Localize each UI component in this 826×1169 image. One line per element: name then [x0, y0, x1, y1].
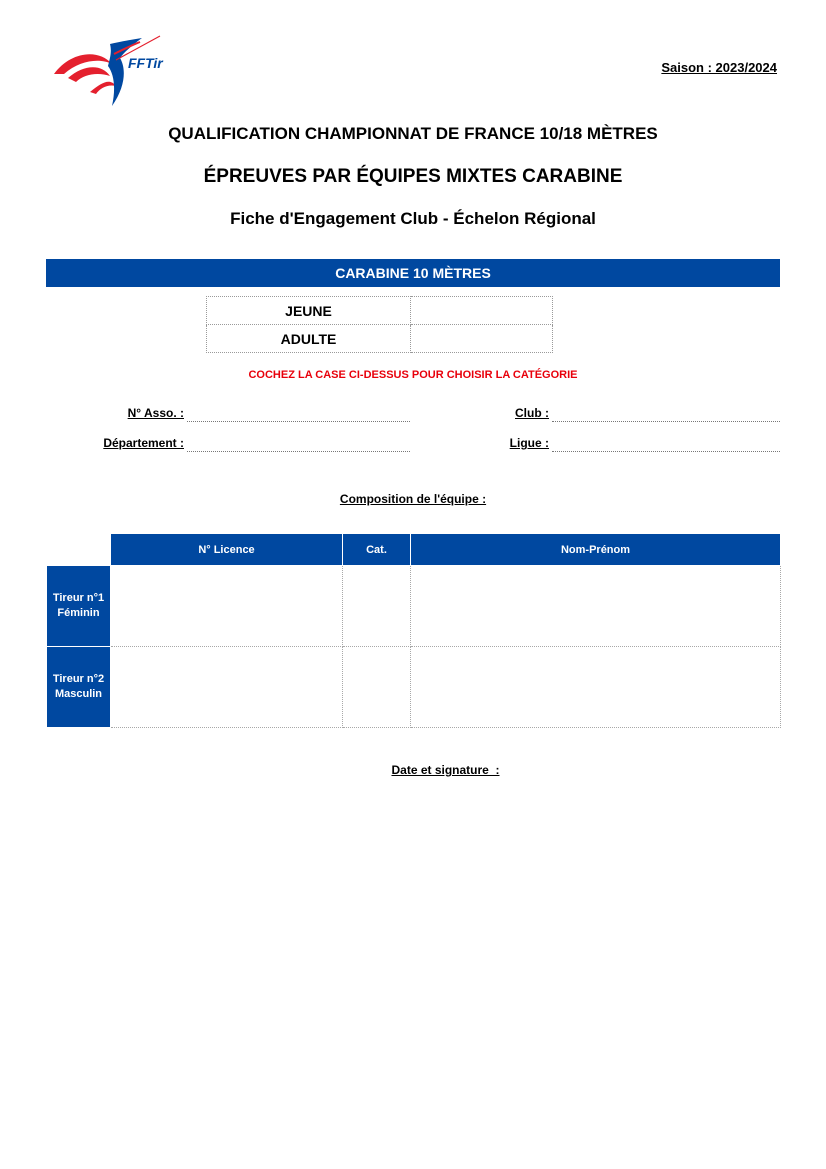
row-header-line: Masculin	[54, 688, 103, 700]
departement-field[interactable]	[187, 437, 410, 452]
asso-label: N° Asso. :	[127, 406, 184, 420]
fftir-logo	[50, 34, 190, 114]
club-field[interactable]	[552, 407, 780, 422]
table-row	[47, 566, 781, 647]
row-header-tireur-1	[47, 566, 111, 647]
asso-field[interactable]	[187, 407, 410, 422]
row-header-line: Féminin	[57, 607, 100, 619]
table-row	[47, 647, 781, 728]
club-label: Club :	[515, 406, 549, 420]
category-instruction: COCHEZ LA CASE CI-DESSUS POUR CHOISIR LA CATÉGORIE	[248, 369, 578, 381]
ligue-field[interactable]	[552, 437, 780, 452]
licence-cell-2[interactable]	[111, 647, 343, 728]
column-header-nom: Nom-Prénom	[411, 534, 781, 566]
cat-cell-1[interactable]	[343, 566, 411, 647]
departement-label: Département :	[103, 436, 184, 450]
discipline-banner: CARABINE 10 MÈTRES	[46, 259, 780, 287]
team-table-header	[47, 534, 781, 566]
category-row-adulte	[207, 325, 553, 353]
season-label: Saison : 2023/2024	[661, 60, 777, 75]
licence-cell-1[interactable]	[111, 566, 343, 647]
category-label: ADULTE	[207, 325, 411, 353]
category-row-jeune	[207, 297, 553, 325]
category-checkbox-adulte[interactable]	[411, 325, 553, 353]
column-header-cat: Cat.	[343, 534, 411, 566]
main-title: QUALIFICATION CHAMPIONNAT DE FRANCE 10/18 MÈTRES	[168, 124, 658, 143]
nom-cell-1[interactable]	[411, 566, 781, 647]
subtitle: ÉPREUVES PAR ÉQUIPES MIXTES CARABINE	[203, 166, 623, 187]
category-label: JEUNE	[207, 297, 411, 325]
signature-label: Date et signature :	[391, 763, 500, 777]
ligue-label: Ligue :	[509, 436, 549, 450]
row-header-line: Tireur n°2	[52, 673, 105, 685]
column-header-licence: N° Licence	[111, 534, 343, 566]
cat-cell-2[interactable]	[343, 647, 411, 728]
team-table	[46, 533, 781, 728]
nom-cell-2[interactable]	[411, 647, 781, 728]
row-header-line: Tireur n°1	[52, 592, 105, 604]
category-checkbox-jeune[interactable]	[411, 297, 553, 325]
table-corner	[47, 534, 111, 566]
svg-text:FFTir: FFTir	[128, 55, 163, 71]
composition-title: Composition de l'équipe :	[339, 492, 487, 506]
form-title: Fiche d'Engagement Club - Échelon Régional	[230, 209, 596, 228]
row-header-tireur-2	[47, 647, 111, 728]
category-table	[206, 296, 553, 353]
